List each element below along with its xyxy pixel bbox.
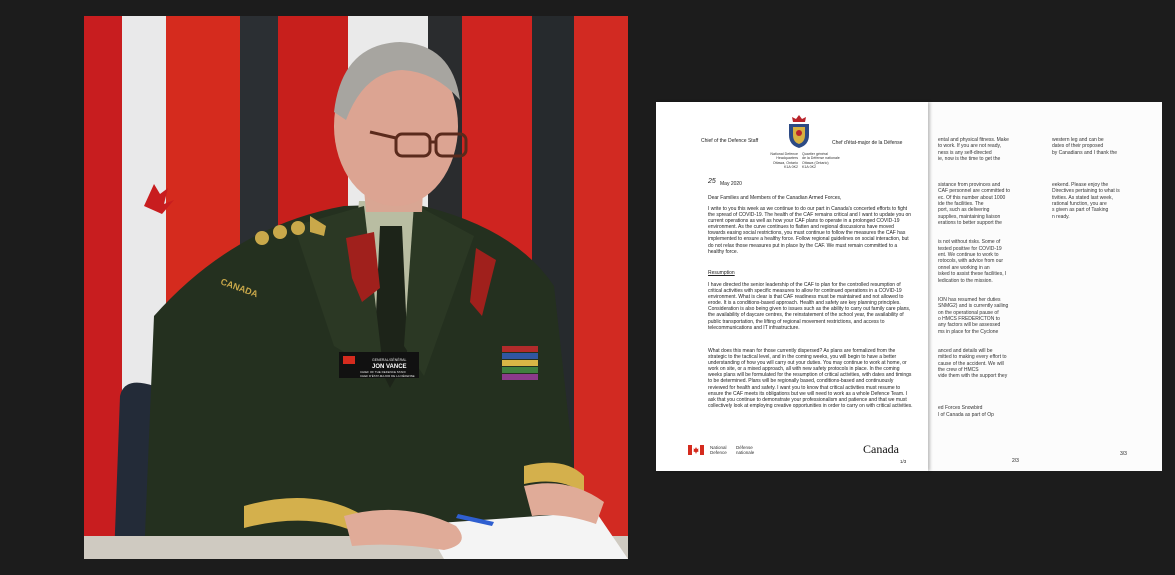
letter-paragraph-2: I have directed the senior leadership of the CAF to plan for the controlled resumption of critical activities with specific measures to allow for continued operations in a COVID-19 environment. What is clear is that CAF readiness must be maintained and not allowed to erode. It is a conditions-based approach. Health and safety are key planning principles. Consideration is also being given to issues such as the ability to carry out family care plans, the availability of daycare centres, the reinstatement of the school year, the availability of public transportation, the lifting of regional movement restrictions, and access to telecommunications and IT infrastructure. — [708, 282, 911, 331]
page-3-text — [1052, 137, 1162, 237]
footer-dept-fr-1: Défense — [736, 445, 753, 450]
page-3-line: s given as part of Tasking — [1052, 207, 1109, 214]
footer-dept-fr — [736, 445, 754, 455]
page-3-line: eekend. Please enjoy the — [1052, 181, 1109, 188]
canada-wordmark: Canada — [863, 442, 899, 456]
page-2-line: the crew of HMCS — [938, 367, 979, 374]
page-2-line: rotocols, with advice from our — [938, 258, 1004, 265]
name-tag-name: JON VANCE — [372, 364, 407, 370]
letter-section-heading: Resumption — [708, 270, 735, 276]
page-2-line: mitted to making every effort to — [938, 354, 1007, 361]
page-2-line: onnel are working in an — [938, 264, 990, 271]
page-2-line: ms in place for the Cyclone — [938, 328, 999, 335]
page-2-line: ental and physical fitness. Make — [938, 137, 1009, 143]
page-2-line: isked to assist these facilities, I — [938, 271, 1007, 278]
page-3-line: rational function, you are — [1052, 200, 1107, 207]
canada-flag-icon — [688, 445, 704, 455]
address-fr-line-2: de la Défense nationale — [802, 156, 840, 161]
page-2-line: tested positive for COVID-19 — [938, 245, 1002, 252]
page-2-line: any factors will be assessed — [938, 322, 1001, 329]
shoulder-title: CANADA — [219, 276, 260, 300]
page-2-line: ide the facilities. The — [938, 200, 984, 207]
header-address-fr — [802, 152, 848, 169]
name-tag-title-en: CHIEF OF THE DEFENCE STAFF — [360, 370, 407, 374]
photo-illustration — [84, 16, 628, 559]
page-2-line: ec. Of this number about 1000 — [938, 194, 1006, 201]
page-2-line: on the operational pause of — [938, 309, 999, 316]
page-3-line: by Canadians and I thank the — [1052, 149, 1118, 156]
page-3-line: western leg and can be — [1052, 137, 1104, 143]
page-3-line: tivities. As stated last week, — [1052, 194, 1113, 201]
footer-dept-en-2: Defence — [710, 450, 727, 455]
page-2-line: vide them with the support they — [938, 373, 1008, 380]
letter-date-day: 25 — [708, 178, 716, 185]
letter-date: May 2020 — [720, 181, 742, 187]
page-3-line: dates of their proposed — [1052, 143, 1104, 150]
page-3-line: Directives pertaining to what is — [1052, 188, 1120, 195]
address-en-line-4: K1A 0K2 — [784, 164, 798, 169]
page-2-line: ledication to the mission. — [938, 277, 993, 284]
header-title-fr: Chef d'état-major de la Défense — [832, 140, 903, 146]
address-fr-line-3: Ottawa (Ontario) — [802, 160, 829, 165]
letter-stack — [656, 102, 1162, 471]
address-en-line-1: National Defence — [770, 152, 798, 156]
page-2-line: ION has resumed her duties — [938, 296, 1001, 303]
letter-paragraph-1: I write to you this week as we continue to do our part in Canada's concerted efforts to fight the spread of COVID-19. The health of the CAF remains critical and I want to update you on current operations as well as how your CAF plans to operate in a prolonged COVID-19 environment. As the curve continues to flatten and regional discussions have moved towards easing social restrictions, you must continue to follow the measures the CAF has implemented to ensure a healthy force. Follow regional guidelines on social interaction, but do not relax those measures put in place by the CAF. We must remain committed to a healthy force. — [708, 206, 912, 255]
page-2-line: sistance from provinces and — [938, 181, 1001, 188]
page-2-line: anced and details will be — [938, 347, 993, 354]
page-2-text — [938, 137, 1050, 457]
page-2-line: erations to better support the — [938, 220, 1002, 227]
page-3-number: 3/3 — [1120, 451, 1127, 457]
footer-dept-fr-2: nationale — [736, 450, 755, 455]
page-2-line: ie, now is the time to get the — [938, 156, 1001, 163]
page-2-line: CAF personnel are committed to — [938, 188, 1010, 195]
page-2-line: ent. We continue to work to — [938, 252, 999, 259]
footer-dept-en — [710, 445, 727, 455]
footer-dept-en-1: National — [710, 445, 727, 450]
medal-ribbons — [502, 346, 538, 380]
flag-red-band-1 — [84, 16, 122, 559]
page-2-line: o HMCS FREDERICTON to — [938, 315, 1000, 322]
address-fr-line-1: Quartier général — [802, 152, 828, 156]
letter-paragraph-3: What does this mean for those currently dispersed? As plans are formalized from the strategic to the tactical level, and in the coming weeks, you will begin to have a better understanding of how you will carry out your duties. You may continue to work at home, or work on site, or a mixed approach, all with new safety protocols in place. In the coming weeks plans will be formulated for the resumption of critical activities, with dates and timings to be determined. Plans will be regionally based, conditions-based and continuously reviewed for health and safety. I want you to know that critical activities must resume to ensure the CAF meets its obligations but we will need to work as a whole Defence Team. I ask that you continue to demonstrate your professionalism and patience and that we must collectively look at employing creative opportunities in order to carry on with critical activities. — [708, 348, 913, 409]
page-2-line: l of Canada as part of Op — [938, 411, 994, 418]
letter-page-1 — [656, 102, 928, 471]
address-en-line-3: Ottawa, Ontario — [772, 160, 798, 165]
crest-icon — [784, 115, 814, 149]
page-2-line: cause of the accident. We will — [938, 360, 1004, 367]
page-2-line: ness is any self-directed — [938, 149, 992, 156]
page-2-number: 2/3 — [1012, 458, 1019, 464]
name-tag-title-fr: CHEF D'ÉTAT-MAJOR DE LA DÉFENSE — [360, 374, 415, 378]
header-address-en — [762, 152, 798, 169]
page-2-line: SNMG2) and is currently sailing — [938, 303, 1009, 310]
page-2-line: ed Forces Snowbird — [938, 405, 983, 412]
address-fr-line-4: K1A 0K2 — [802, 164, 816, 169]
page-2-line: to work. If you are not ready, — [938, 143, 1001, 150]
page-2-line: port, such as delivering — [938, 207, 990, 214]
header-title-en: Chief of the Defence Staff — [701, 138, 759, 144]
page-2-line: supplies, maintaining liaison — [938, 213, 1001, 220]
name-tag-rank: GENERAL/GÉNÉRAL — [372, 358, 407, 362]
page-2-line: is not without risks. Some of — [938, 239, 1001, 246]
name-tag-flag-icon — [343, 356, 355, 364]
address-en-line-2: Headquarters — [776, 156, 798, 161]
letter-salutation: Dear Families and Members of the Canadian Armed Forces, — [708, 195, 842, 201]
photo-general-vance — [84, 16, 628, 559]
page-1-number: 1/3 — [900, 459, 907, 464]
page-3-line: n ready. — [1052, 213, 1070, 220]
